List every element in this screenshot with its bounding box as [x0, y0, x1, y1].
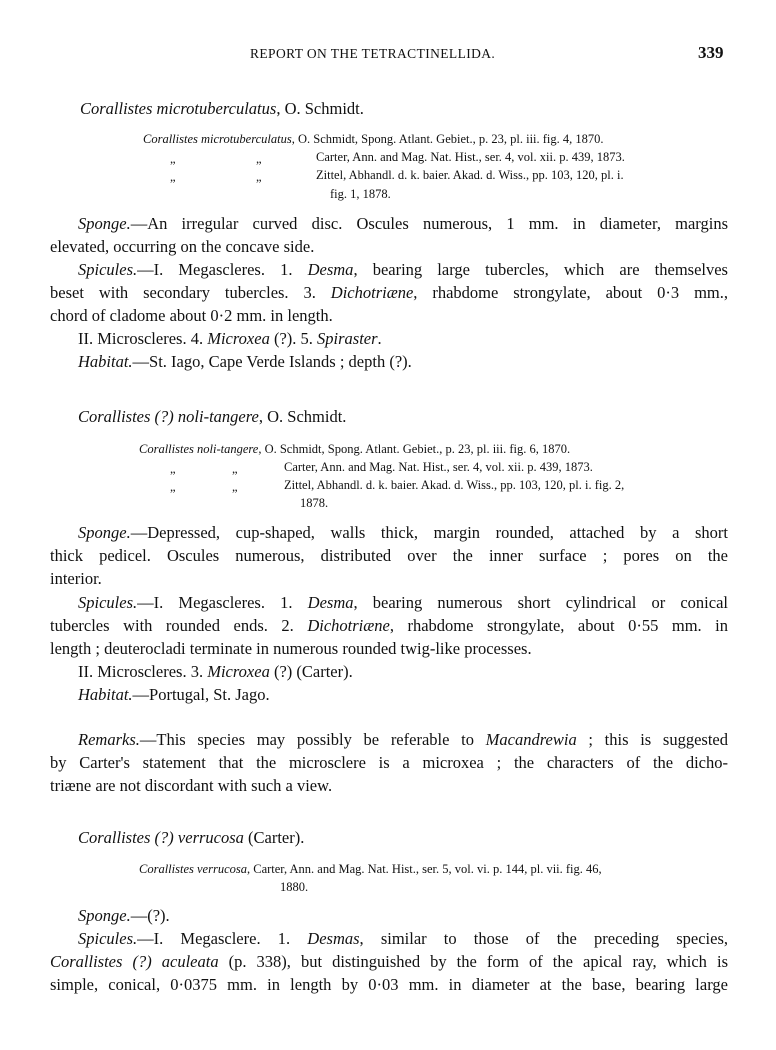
ditto-mark: „	[232, 462, 238, 476]
species-name: Corallistes (?) verrucosa	[78, 828, 244, 847]
species-author: , O. Schmidt.	[258, 407, 347, 426]
reference-line: Corallistes noli-tangere, O. Schmidt, Spong. Atlant. Gebiet., p. 23, pl. iii. fig. 6, 1870.	[139, 442, 571, 456]
ditto-mark: „	[170, 170, 176, 184]
species-name: Corallistes (?) noli-tangere	[78, 407, 259, 426]
paragraph-line: Habitat.—Portugal, St. Jago.	[78, 685, 270, 704]
ditto-mark: „	[256, 152, 262, 166]
ditto-mark: „	[170, 462, 176, 476]
reference-line: Zittel, Abhandl. d. k. baier. Akad. d. Wiss., pp. 103, 120, pl. i.	[316, 168, 624, 182]
species-heading	[78, 406, 346, 428]
species-name: Corallistes microtuberculatus	[80, 99, 277, 118]
paragraph-line: by Carter's statement that the microsclere is a microxea ; the characters of the dicho-	[50, 753, 728, 772]
species-heading	[80, 98, 364, 120]
ref-taxon: Corallistes microtuberculatus	[143, 132, 292, 146]
paragraph-line: II. Microscleres. 4. Microxea (?). 5. Spiraster.	[78, 329, 382, 348]
paragraph-line: triæne are not discordant with such a view.	[50, 776, 333, 795]
ditto-mark: „	[256, 170, 262, 184]
reference-line: Carter, Ann. and Mag. Nat. Hist., ser. 4, vol. xii. p. 439, 1873.	[284, 460, 593, 474]
running-title: REPORT ON THE TETRACTINELLIDA.	[250, 46, 496, 61]
ditto-mark: „	[170, 152, 176, 166]
reference-line: Carter, Ann. and Mag. Nat. Hist., ser. 4, vol. xii. p. 439, 1873.	[316, 150, 625, 164]
paragraph-line: Sponge.—An irregular curved disc. Oscules numerous, 1 mm. in diameter, margins	[78, 214, 728, 233]
paragraph-line: Spicules.—I. Megasclere. 1. Desmas, similar to those of the preceding species,	[78, 929, 728, 948]
paragraph-line: thick pedicel. Oscules numerous, distributed over the inner surface ; pores on the	[50, 546, 728, 565]
page-number: 339	[698, 43, 724, 62]
paragraph-line: beset with secondary tubercles. 3. Dichotriæne, rhabdome strongylate, about 0·3 mm.,	[50, 283, 728, 302]
paragraph-line: length ; deuterocladi terminate in numerous rounded twig-like processes.	[50, 639, 532, 658]
paragraph-line: II. Microscleres. 3. Microxea (?) (Carter).	[78, 662, 353, 681]
species-author: , O. Schmidt.	[276, 99, 364, 118]
paragraph-line: Spicules.—I. Megascleres. 1. Desma, bearing numerous short cylindrical or conical	[78, 593, 728, 612]
paragraph-line: Corallistes (?) aculeata (p. 338), but distinguished by the form of the apical ray, which is	[50, 952, 728, 971]
ditto-mark: „	[232, 480, 238, 494]
ref-taxon: Corallistes noli-tangere	[139, 442, 259, 456]
paragraph-line: Spicules.—I. Megascleres. 1. Desma, bearing large tubercles, which are themselves	[78, 260, 728, 279]
paragraph-line: Sponge.—(?).	[78, 906, 170, 925]
reference-line: 1880.	[280, 880, 309, 894]
reference-line: Zittel, Abhandl. d. k. baier. Akad. d. Wiss., pp. 103, 120, pl. i. fig. 2,	[284, 478, 625, 492]
paragraph-line: Habitat.—St. Iago, Cape Verde Islands ; depth (?).	[78, 352, 412, 371]
ref-taxon: Corallistes verrucosa	[139, 862, 247, 876]
paragraph-line: elevated, occurring on the concave side.	[50, 237, 315, 256]
reference-line: Corallistes verrucosa, Carter, Ann. and Mag. Nat. Hist., ser. 5, vol. vi. p. 144, pl. vii. fig. 46,	[139, 862, 602, 876]
species-heading	[78, 827, 304, 849]
species-author: (Carter).	[243, 828, 305, 847]
paragraph-line: interior.	[50, 569, 102, 588]
paragraph-line: simple, conical, 0·0375 mm. in length by 0·03 mm. in diameter at the base, bearing large	[50, 975, 728, 994]
ditto-mark: „	[170, 480, 176, 494]
paragraph-line: chord of cladome about 0·2 mm. in length.	[50, 306, 333, 325]
paragraph-line: Remarks.—This species may possibly be referable to Macandrewia ; this is suggested	[78, 730, 728, 749]
reference-line: Corallistes microtuberculatus, O. Schmidt, Spong. Atlant. Gebiet., p. 23, pl. iii. fig. 4, 1870.	[143, 132, 604, 146]
paragraph-line: Sponge.—Depressed, cup-shaped, walls thick, margin rounded, attached by a short	[78, 523, 728, 542]
reference-line: fig. 1, 1878.	[330, 187, 391, 201]
paragraph-line: tubercles with rounded ends. 2. Dichotriæne, rhabdome strongylate, about 0·55 mm. in	[50, 616, 729, 635]
reference-line: 1878.	[300, 496, 329, 510]
